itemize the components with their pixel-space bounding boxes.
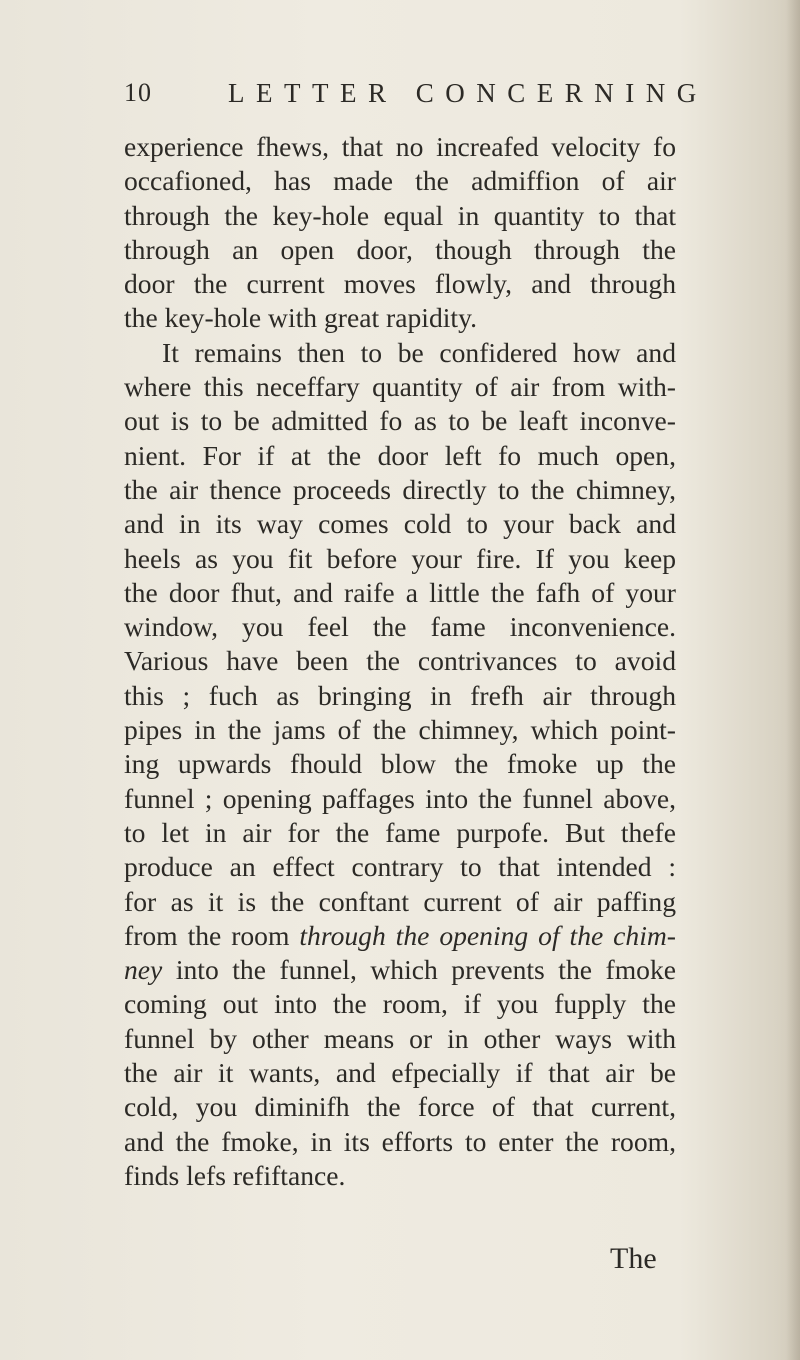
text-segment: from the room: [124, 919, 290, 951]
catchword: The: [610, 1242, 657, 1275]
text-line: the air thence proceeds directly to the chimney,: [124, 473, 676, 505]
text-line: to let in air for the fame purpofe. But thefe: [124, 816, 676, 848]
text-line: produce an effect contrary to that intended :: [124, 851, 676, 883]
text-line: the key-hole with great rapidity.: [124, 302, 477, 334]
text-line: out is to be admitted fo as to be leaft inconve-: [124, 405, 676, 437]
italic-phrase: through the opening of the chim-: [299, 919, 676, 951]
text-line: through an open door, though through the: [124, 233, 676, 265]
text-line: the door fhut, and raife a little the fafh of your: [124, 576, 676, 608]
text-line: where this neceffary quantity of air from with-: [124, 371, 676, 403]
text-line: ing upwards fhould blow the fmoke up the: [124, 748, 676, 780]
text-line: door the current moves flowly, and through: [124, 268, 676, 300]
text-line: funnel by other means or in other ways with: [124, 1022, 676, 1054]
text-line: occafioned, has made the admiffion of air: [124, 165, 676, 197]
text-line: finds lefs refiftance.: [124, 1159, 346, 1191]
text-line: the air it wants, and efpecially if that air be: [124, 1057, 676, 1089]
text-line: window, you feel the fame inconvenience.: [124, 611, 676, 643]
text-line: pipes in the jams of the chimney, which point-: [124, 714, 676, 746]
text-line: experience fhews, that no increafed velocity fo: [124, 131, 676, 162]
text-line: heels as you fit before your fire. If you keep: [124, 542, 676, 574]
text-segment: into the funnel, which prevents the fmoke: [175, 954, 676, 986]
page-edge-shadow: [786, 0, 800, 1360]
text-line: and in its way comes cold to your back and: [124, 508, 676, 540]
text-line: funnel ; opening paffages into the funnel above,: [124, 782, 676, 814]
running-head: LETTER CONCERNING: [228, 78, 708, 108]
text-line: cold, you diminifh the force of that current,: [124, 1091, 676, 1123]
text-line: through the key-hole equal in quantity to that: [124, 199, 676, 231]
italic-phrase: ney: [124, 954, 163, 986]
text-line: for as it is the conftant current of air paffing: [124, 885, 676, 917]
text-line: [124, 919, 676, 953]
page-header: [124, 78, 708, 118]
text-line: coming out into the room, if you fupply the: [124, 988, 676, 1020]
text-line: [124, 953, 676, 987]
body-text: [124, 130, 676, 1193]
text-line: nient. For if at the door left fo much open,: [124, 439, 676, 471]
text-line: and the fmoke, in its efforts to enter the room,: [124, 1125, 676, 1157]
text-line: Various have been the contrivances to avoid: [124, 645, 676, 677]
text-line: It remains then to be confidered how and: [162, 336, 676, 368]
text-line: this ; fuch as bringing in frefh air through: [124, 679, 676, 711]
page-number: 10: [124, 78, 152, 107]
